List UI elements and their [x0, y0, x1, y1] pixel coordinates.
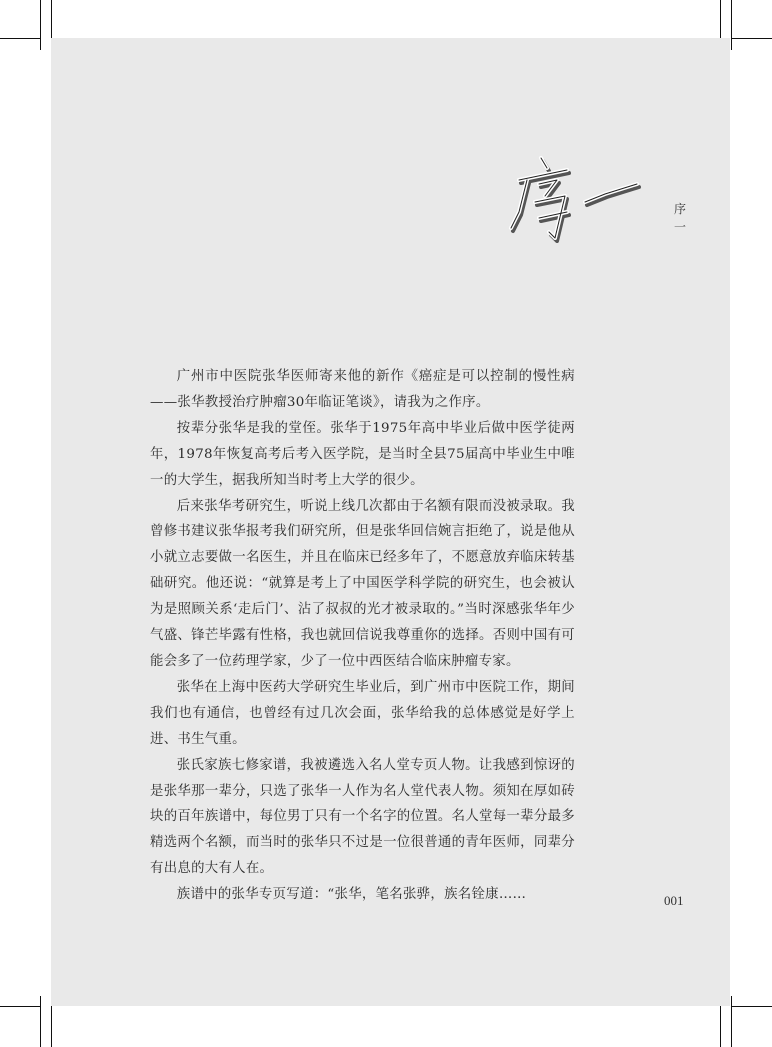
- side-title-char: 序: [673, 202, 686, 216]
- paragraph: 广州市中医院张华医师寄来他的新作《癌症是可以控制的慢性病——张华教授治疗肿瘤30年临证笔谈》，请我为之作序。: [150, 369, 575, 410]
- page-number: 001: [664, 893, 684, 908]
- paragraph: 按辈分张华是我的堂侄。张华于1975年高中毕业后做中医学徒两年，1978年恢复高考后考入医学院，是当时全县75届高中毕业生中唯一的大学生，据我所知当时考上大学的很少。: [150, 420, 575, 488]
- side-running-title: [665, 200, 695, 236]
- side-title-char: 一: [673, 220, 686, 234]
- paragraph: 后来张华考研究生，听说上线几次都由于名额有限而没被录取。我曾修书建议张华报考我们研究所，但是张华回信婉言拒绝了，说是他从小就立志要做一名医生，并且在临床已经多年了，不愿意放弃临床转基础研究。他还说：“就算是考上了中国医学科学院的研究生，也会被认为是照顾关系‘走后门’、沾了叔叔的光才被录取的。”当时深感张华年少气盛、锋芒毕露有性格，我也就回信说我尊重你的选择。否则中国有可能会多了一位药理学家，少了一位中西医结合临床肿瘤专家。: [150, 498, 575, 669]
- chapter-title-calligraphy: [505, 150, 645, 245]
- body-text: [150, 364, 575, 908]
- paragraph: 张氏家族七修家谱，我被遴选入名人堂专页人物。让我感到惊讶的是张华那一辈分，只选了张华一人作为名人堂代表人物。须知在厚如砖块的百年族谱中，每位男丁只有一个名字的位置。名人堂每一辈分最多精选两个名额，而当时的张华只不过是一位很普通的青年医师，同辈分有出息的大有人在。: [150, 757, 575, 877]
- paragraph: 张华在上海中医药大学研究生毕业后，到广州市中医院工作，期间我们也有通信，也曾经有过几次会面，张华给我的总体感觉是好学上进、书生气重。: [150, 679, 575, 747]
- paragraph: 族谱中的张华专页写道：“张华，笔名张骅，族名铨康……: [176, 887, 527, 903]
